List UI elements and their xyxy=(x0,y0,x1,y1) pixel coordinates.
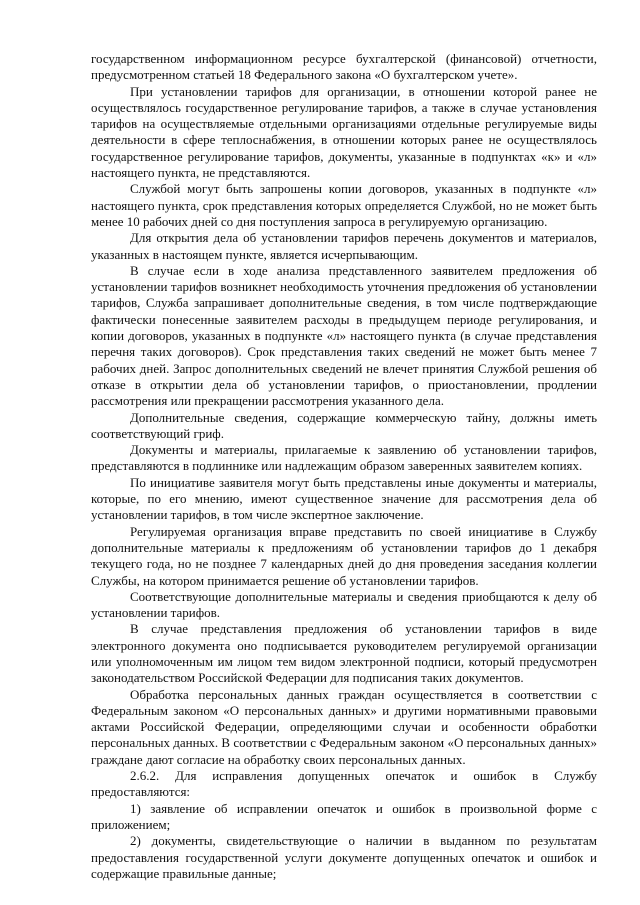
document-body xyxy=(91,51,597,882)
paragraph-contract-copies-request: Службой могут быть запрошены копии договоров, указанных в подпункте «л» настоящего пункта, срок представления которых определяется Службой, но не может быть менее 10 рабочих дней со дня поступления запроса в регулируемую организацию. xyxy=(91,181,597,229)
paragraph-new-organization-tariffs: При установлении тарифов для организации, в отношении которой ранее не осуществлялось государственное регулирование тарифов, а также в случае установления тарифов на осуществляемые отдельными организациями отдельные регулируемые виды деятельности в сфере теплоснабжения, в отношении которых ранее не осуществлялось государственное регулирование тарифов, документы, указанные в подпунктах «к» и «л» настоящего пункта, не представляются. xyxy=(91,83,597,181)
paragraph-additional-info-request: В случае если в ходе анализа представленного заявителем предложения об установлении тарифов возникнет необходимость уточнения предложения об установлении тарифов, Служба запрашивает дополнительные сведения, в том числе подтверждающие фактически понесенные заявителем расходы в предыдущем периоде регулирования, и копии договоров, указанных в подпункте «л» настоящего пункта (в случае представления перечня таких договоров). Срок представления таких сведений не может быть менее 7 рабочих дней. Запрос дополнительных сведений не влечет принятия Службой решения об отказе в открытии дела об установлении тарифов, о приостановлении, продлении рассмотрения или прекращении рассмотрения указанного дела. xyxy=(91,262,597,409)
paragraph-commercial-secret: Дополнительные сведения, содержащие коммерческую тайну, должны иметь соответствующий гриф. xyxy=(91,409,597,441)
paragraph-attached-to-case: Соответствующие дополнительные материалы и сведения приобщаются к делу об установлении тарифов. xyxy=(91,588,597,621)
paragraph-continuation: государственном информационном ресурсе бухгалтерской (финансовой) отчетности, предусмотренном статьей 18 Федерального закона «О бухгалтерском учете». xyxy=(91,51,597,83)
paragraph-additional-materials: Регулируемая организация вправе представить по своей инициативе в Службу дополнительные материалы к предложениям об установлении тарифов до 1 декабря текущего года, но не позднее 7 календарных дней до дня проведения заседания коллегии Службы, на котором принимается решение об установлении тарифов. xyxy=(91,523,597,588)
paragraph-personal-data: Обработка персональных данных граждан осуществляется в соответствии с Федеральным законом «О персональных данных» и другими нормативными правовыми актами Российской Федерации, определяющими случаи и особенности обработки персональных данных. В соответствии с Федеральным законом «О персональных данных» граждане дают согласие на обработку своих персональных данных. xyxy=(91,686,597,767)
paragraph-originals-or-copies: Документы и материалы, прилагаемые к заявлению об установлении тарифов, представляются в подлиннике или надлежащим образом заверенных заявителем копиях. xyxy=(91,442,597,474)
paragraph-other-documents: По инициативе заявителя могут быть представлены иные документы и материалы, которые, по его мнению, имеют существенное значение для рассмотрения дела об установлении тарифов, в том числе экспертное заключение. xyxy=(91,474,597,523)
paragraph-electronic-document: В случае представления предложения об установлении тарифов в виде электронного документа оно подписывается руководителем регулируемой организации или уполномоченным им лицом тем видом электронной подписи, который предусмотрен законодательством Российской Федерации для подписания таких документов. xyxy=(91,621,597,686)
list-item-2: 2) документы, свидетельствующие о наличии в выданном по результатам предоставления государственной услуги документе допущенных опечаток и ошибок и содержащие правильные данные; xyxy=(91,833,597,881)
paragraph-exhaustive-list: Для открытия дела об установлении тарифов перечень документов и материалов, указанных в настоящем пункте, является исчерпывающим. xyxy=(91,230,597,262)
paragraph-section-2-6-2: 2.6.2. Для исправления допущенных опечаток и ошибок в Службу предоставляются: xyxy=(91,768,597,800)
list-item-1: 1) заявление об исправлении опечаток и ошибок в произвольной форме с приложением; xyxy=(91,800,597,832)
